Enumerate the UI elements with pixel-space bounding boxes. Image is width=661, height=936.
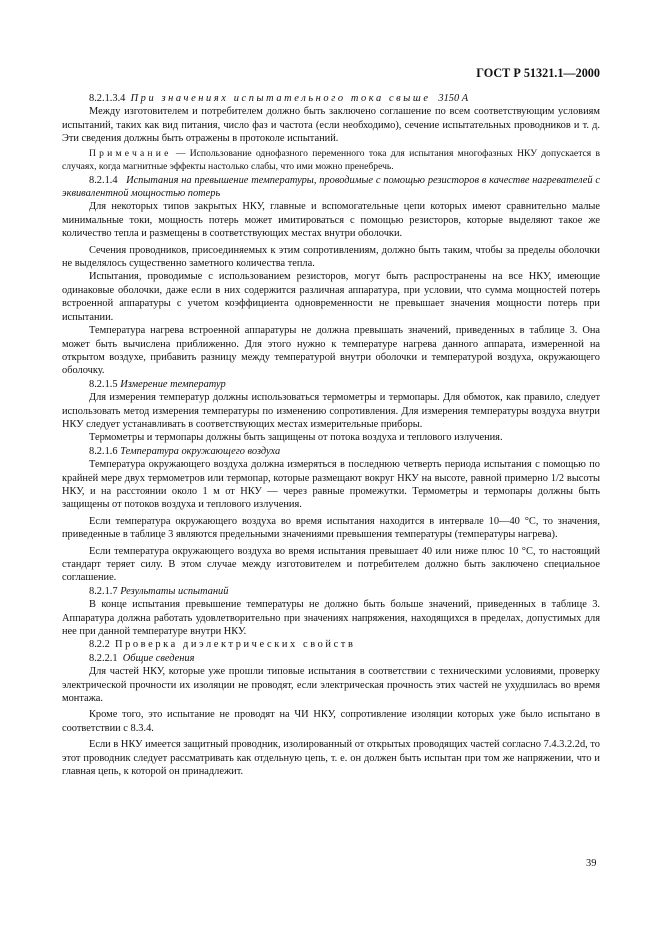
section-8-2-1-6-heading bbox=[62, 445, 600, 458]
section-title: Результаты испытаний bbox=[120, 585, 229, 597]
section-number: 8.2.1.6 bbox=[89, 445, 118, 457]
paragraph: Сечения проводников, присоединяемых к этим сопротивлениям, должно быть таким, чтобы за пределы оболочки не выделялось существенно заметного количества тепла. bbox=[62, 244, 600, 270]
section-8-2-2-1-heading bbox=[62, 652, 600, 665]
note-text: — Использование однофазного переменного тока для испытания многофазных НКУ допускается в случаях, когда магнитные эффекты настолько слабы, что ими можно пренебречь. bbox=[62, 147, 600, 172]
note-label: Примечание bbox=[89, 147, 172, 159]
paragraph: Для частей НКУ, которые уже прошли типовые испытания в соответствии с техническими условиями, проверку электрической прочности их изоляции не проводят, если электрическая прочность этих частей не ухудшилась во время монтажа. bbox=[62, 666, 600, 705]
note bbox=[62, 147, 600, 173]
paragraph: Для некоторых типов закрытых НКУ, главные и вспомогательные цепи которых имеют сравнительно малые минимальные токи, мощность потерь может имитироваться с помощью резисторов, которые выделяют такое же количество тепла и размещены в соответствующих местах внутри оболочки. bbox=[62, 201, 600, 240]
section-title-value: 3150 А bbox=[438, 93, 469, 104]
section-number: 8.2.1.4 bbox=[89, 174, 118, 186]
section-title: Проверка диэлектрических свойств bbox=[114, 639, 356, 651]
paragraph: Для измерения температур должны использоваться термометры и термопары. Для обмоток, как правило, следует использовать метод измерения температуры по изменению сопротивления. Для измерения температуры воздуха внутри НКУ следует устанавливать в соответствующих местах измерительные приборы. bbox=[62, 392, 600, 430]
document-header: ГОСТ Р 51321.1—2000 bbox=[476, 66, 600, 80]
section-number: 8.2.2.1 bbox=[89, 652, 118, 664]
paragraph: Кроме того, это испытание не проводят на ЧИ НКУ, сопротивление изоляции которых уже было испытано в соответствии с 8.3.4. bbox=[62, 709, 600, 734]
page-body bbox=[62, 92, 600, 779]
paragraph: Температура окружающего воздуха должна измеряться в последнюю четверть периода испытания с помощью по крайней мере двух термометров или термопар, которые размещают вокруг НКУ на высоте, равной примерно 1/2 высоты НКУ, и на расстоянии около 1 м от НКУ — через равные промежутки. Термометры и термопары должны быть защищены от потоков воздуха и теплового излучения. bbox=[62, 459, 600, 511]
paragraph: Между изготовителем и потребителем должно быть заключено соглашение по всем соответствующим условиям испытаний, таких как вид питания, число фаз и частота (если необходимо), сечение испытательных проводников и т. д. Эти сведения должны быть отражены в протоколе испытаний. bbox=[62, 106, 600, 145]
paragraph: Если в НКУ имеется защитный проводник, изолированный от открытых проводящих частей согласно 7.4.3.2.2d, то этот проводник следует рассматривать как отдельную цепь, т. е. он должен быть испытан при том же напряжении, что и главная цепь, к которой он принадлежит. bbox=[62, 739, 600, 778]
paragraph: Если температура окружающего воздуха во время испытания превышает 40 или ниже плюс 10 °С, то настоящий стандарт теряет силу. В этом случае между изготовителем и потребителем должно быть заключено специальное соглашение. bbox=[62, 545, 600, 584]
section-8-2-2-heading bbox=[62, 638, 600, 651]
section-number: 8.2.1.7 bbox=[89, 585, 118, 597]
paragraph: Температура нагрева встроенной аппаратуры не должна превышать значений, приведенных в таблице 3. Она может быть вычислена приближенно. Для этого нужно к температуре нагрева данного аппарата, измеренной на открытом воздухе, прибавить разницу между температурой внутри оболочки и температурой воздуха, окружающего оболочку. bbox=[62, 325, 600, 377]
paragraph: Термометры и термопары должны быть защищены от потока воздуха и теплового излучения. bbox=[89, 432, 503, 444]
paragraph: Испытания, проводимые с использованием резисторов, могут быть распространены на все НКУ, имеющие одинаковые оболочки, даже если в них содержится различная аппаратура, при условии, что сумма мощностей потерь встроенной аппаратуры с учетом коэффициента одновременности не превышает значения мощности потерь при испытании. bbox=[62, 271, 600, 323]
section-title: При значениях испытательного тока свыше bbox=[130, 93, 431, 104]
paragraph: В конце испытания превышение температуры не должно быть больше значений, приведенных в таблице 3. Аппаратура должна работать удовлетворительно при значениях напряжения, находящихся в пределах, допустимых для нее при данной температуре внутри НКУ. bbox=[62, 599, 600, 638]
section-number: 8.2.1.3.4 bbox=[89, 93, 126, 104]
page-number: 39 bbox=[586, 858, 597, 869]
section-8-2-1-7-heading bbox=[62, 585, 600, 598]
section-title: Общие сведения bbox=[122, 652, 195, 664]
section-8-2-1-5-heading bbox=[62, 378, 600, 391]
section-title: Испытания на превышение температуры, проводимые с помощью резисторов в качестве нагревателей с эквивалентной мощностью потерь bbox=[62, 174, 600, 200]
paragraph: Если температура окружающего воздуха во время испытания находится в интервале 10—40 °С, то значения, приведенные в таблице 3 являются предельными значениями превышения температуры (температуры нагрева). bbox=[62, 515, 600, 541]
section-8-2-1-4-heading bbox=[62, 174, 600, 201]
section-number: 8.2.1.5 bbox=[89, 378, 118, 390]
section-8-2-1-3-4-heading bbox=[62, 92, 600, 105]
section-title: Температура окружающего воздуха bbox=[120, 445, 281, 457]
section-title: Измерение температур bbox=[120, 378, 226, 390]
section-number: 8.2.2 bbox=[89, 639, 110, 651]
